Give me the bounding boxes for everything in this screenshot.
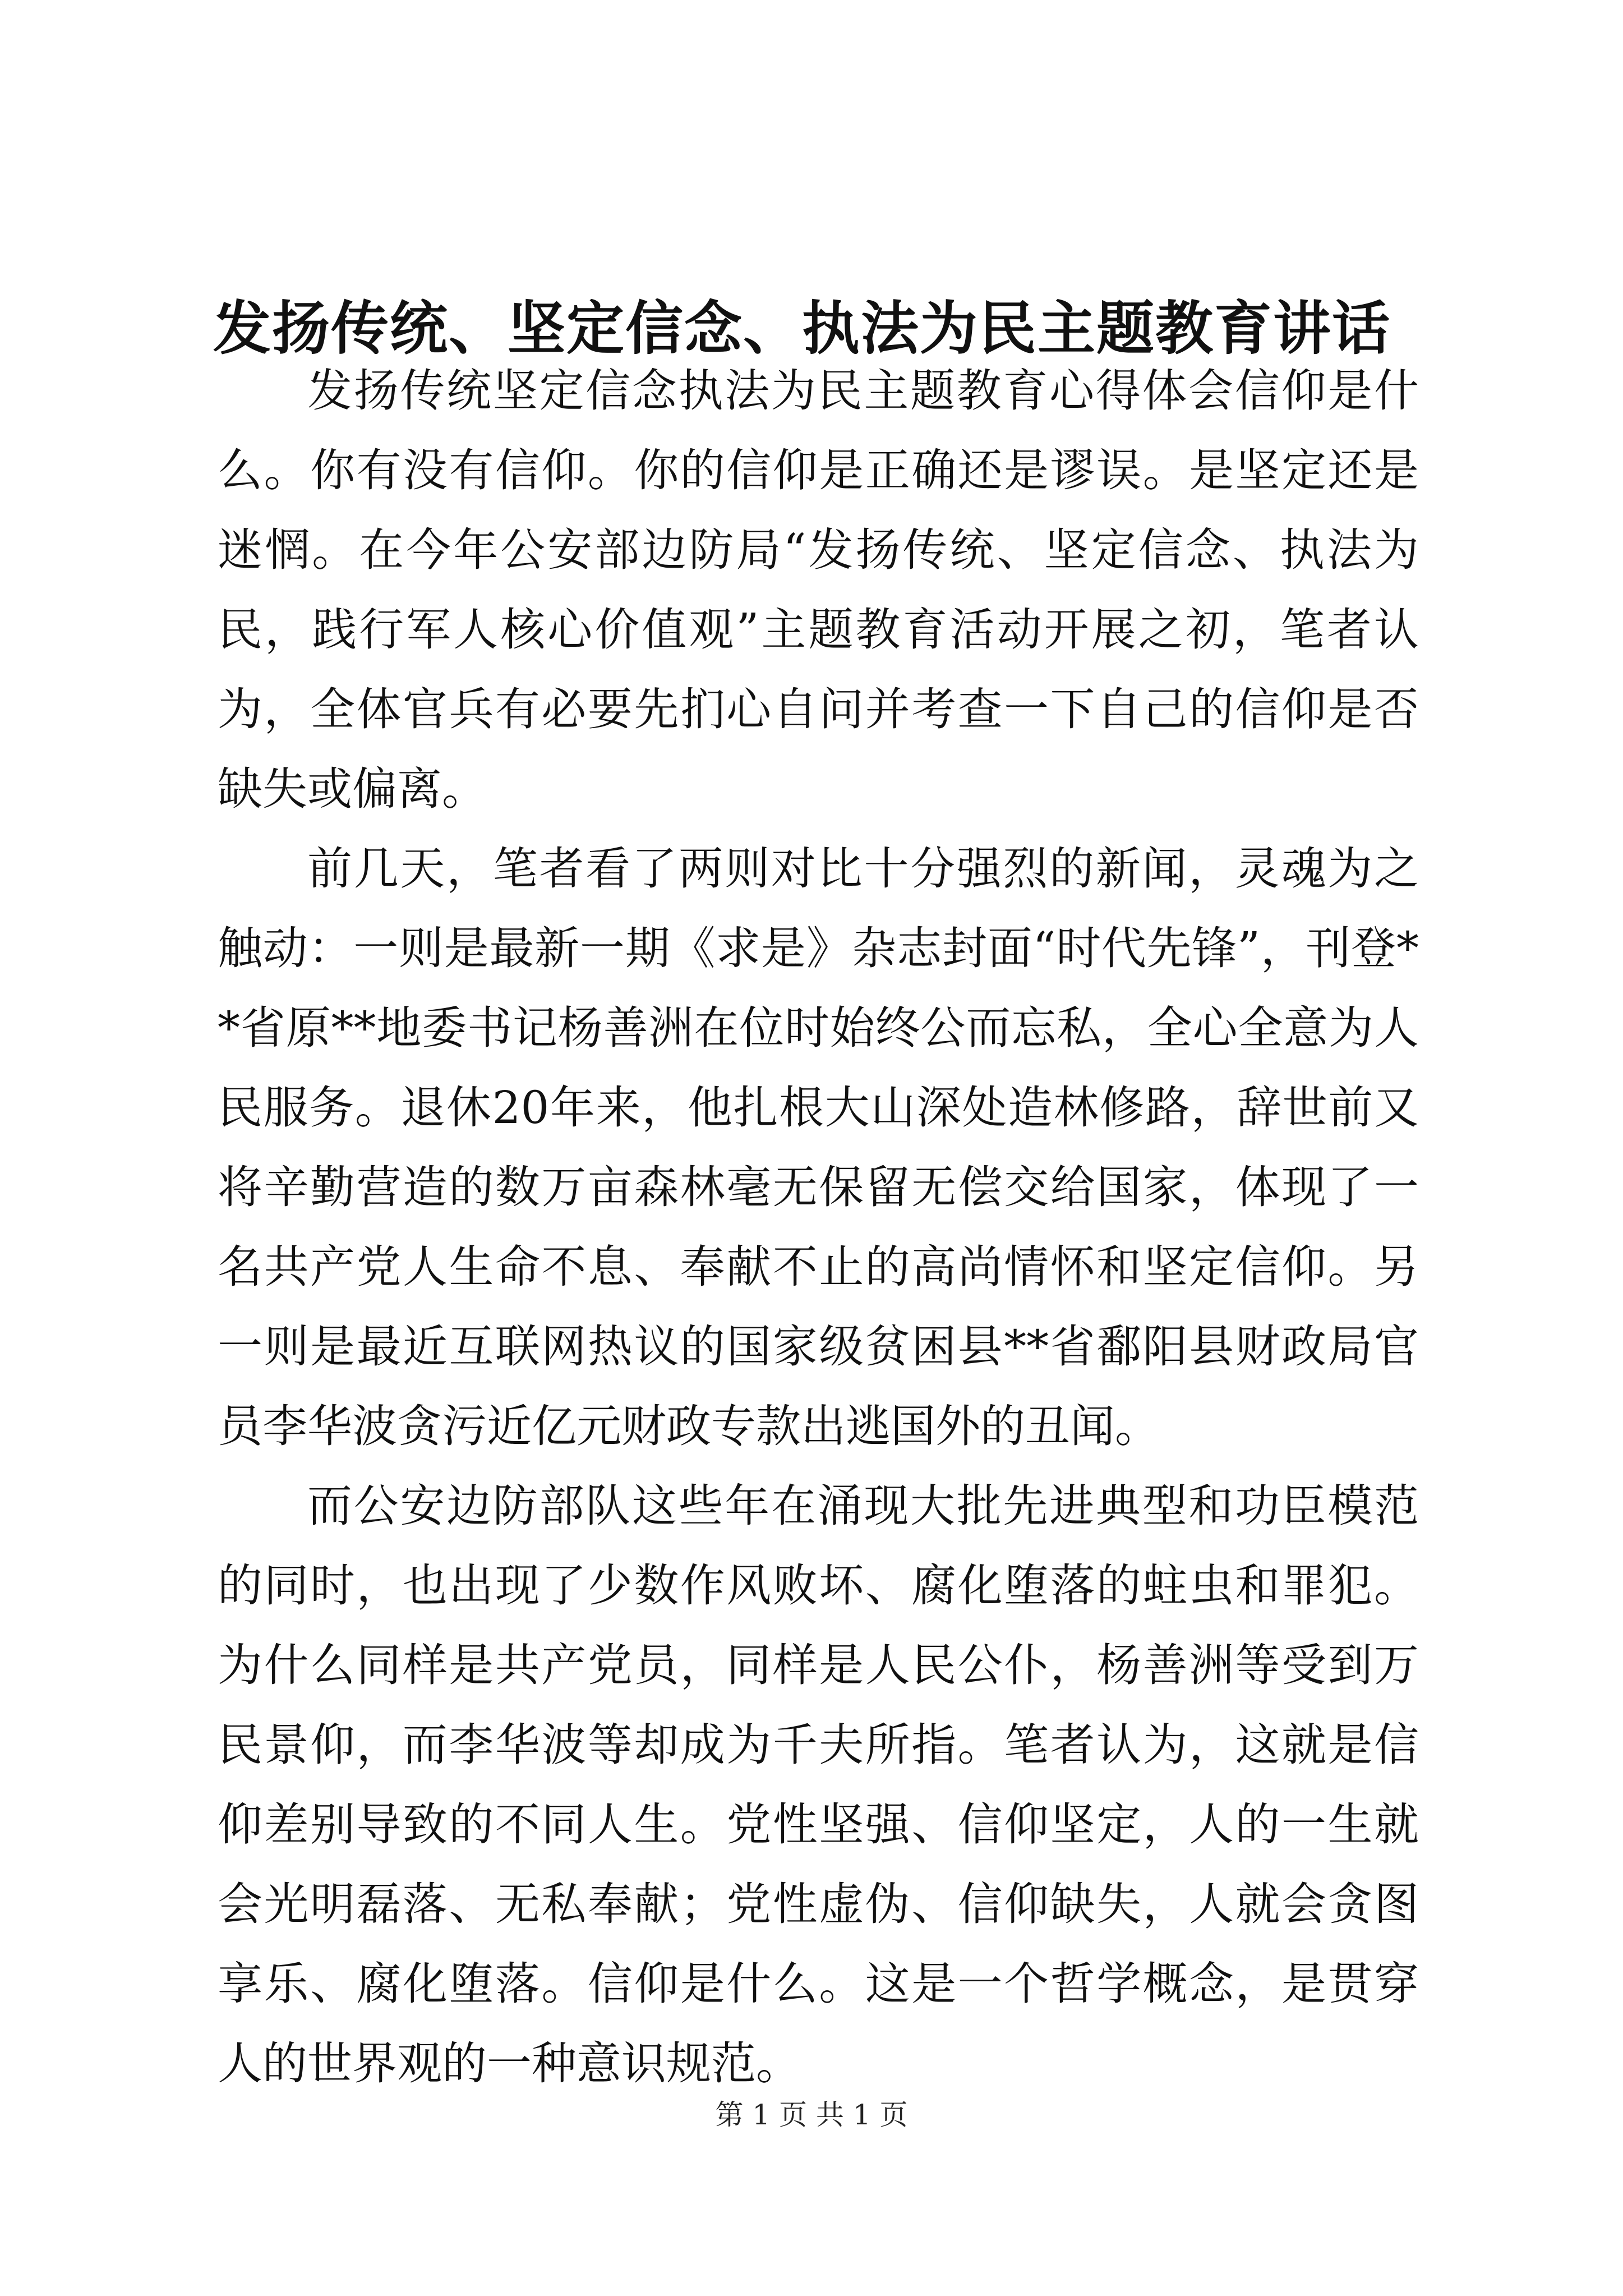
paragraph-3: 而公安边防部队这些年在涌现大批先进典型和功臣模范的同时，也出现了少数作风败坏、腐化堕落的蛀虫和罪犯。为什么同样是共产党员，同样是人民公仆，杨善洲等受到万民景仰，而李华波等却成为千夫所指。笔者认为，这就是信仰差别导致的不同人生。党性坚强、信仰坚定，人的一生就会光明磊落、无私奉献；党性虚伪、信仰缺失，人就会贪图享乐、腐化堕落。信仰是什么。这是一个哲学概念，是贯穿人的世界观的一种意识规范。 <box>218 1480 1419 2090</box>
page-footer: 第 1 页 共 1 页 <box>715 2099 908 2131</box>
paragraph-1: 发扬传统坚定信念执法为民主题教育心得体会信仰是什么。你有没有信仰。你的信仰是正确还是谬误。是坚定还是迷惘。在今年公安部边防局“发扬传统、坚定信念、执法为民，践行军人核心价值观”主题教育活动开展之初，笔者认为，全体官兵有必要先扪心自问并考查一下自己的信仰是否缺失或偏离。 <box>218 365 1419 815</box>
document-title: 发扬传统、坚定信念、执法为民主题教育讲话 <box>213 295 1391 362</box>
document-body <box>218 351 1419 2104</box>
paragraph-2: 前几天，笔者看了两则对比十分强烈的新闻，灵魂为之触动：一则是最新一期《求是》杂志封面“时代先锋”，刊登**省原**地委书记杨善洲在位时始终公而忘私，全心全意为人民服务。退休20年来，他扎根大山深处造林修路，辞世前又将辛勤营造的数万亩森林毫无保留无偿交给国家，体现了一名共产党人生命不息、奉献不止的高尚情怀和坚定信仰。另一则是最近互联网热议的国家级贫困县**省鄱阳县财政局官员李华波贪污近亿元财政专款出逃国外的丑闻。 <box>218 843 1419 1452</box>
